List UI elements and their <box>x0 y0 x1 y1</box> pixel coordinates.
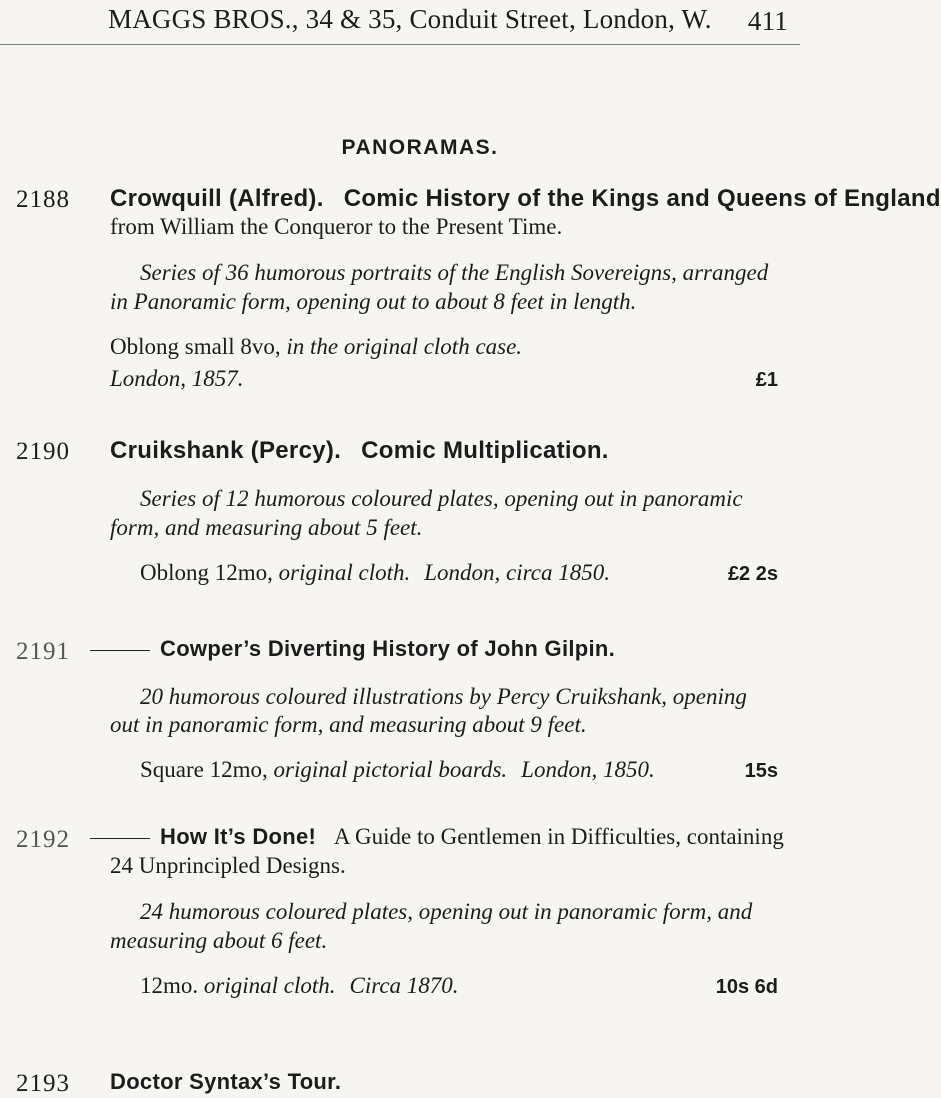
entry-number: 2192 <box>16 826 70 853</box>
entry-description: 24 humorous coloured plates, opening out in panoramic form, and <box>140 899 753 924</box>
entry-price: 15s <box>744 760 778 782</box>
entry-subtitle: A Guide to Gentlemen in Difficulties, containing <box>333 824 784 849</box>
entry-author: Crowquill (Alfred). <box>110 185 324 212</box>
entry-description: in Panoramic form, opening out to about 8 feet in length. <box>110 289 637 314</box>
entry-description: 20 humorous coloured illustrations by Percy Cruikshank, opening <box>140 684 747 709</box>
entry-description: Series of 12 humorous coloured plates, opening out in panoramic <box>140 486 743 511</box>
entry-subtitle-cont: 24 Unprincipled Designs. <box>110 853 346 878</box>
entry-description: form, and measuring about 5 feet. <box>110 515 423 540</box>
header-title: MAGGS BROS., 34 & 35, Conduit Street, London, W. <box>108 4 712 34</box>
entry-author: Cruikshank (Percy). <box>110 437 342 464</box>
entry-price: 10s 6d <box>715 976 778 998</box>
entry-format: Oblong small 8vo, in the original cloth case. <box>110 334 523 359</box>
entry-imprint: London, 1857. <box>110 366 244 391</box>
entry-description: out in panoramic form, and measuring about 9 feet. <box>110 712 587 737</box>
entry-format: Square 12mo, original pictorial boards. London, 1850. <box>140 757 655 782</box>
entry-description: measuring about 6 feet. <box>110 928 328 953</box>
entry-title: Comic History of the Kings and Queens of England <box>343 185 941 212</box>
entry-number: 2191 <box>16 638 70 665</box>
entry-number: 2188 <box>16 186 70 213</box>
entry-number: 2190 <box>16 438 70 465</box>
entry-title: Doctor Syntax’s Tour. <box>110 1069 342 1094</box>
entry-title-cont: from William the Conqueror to the Present Time. <box>110 214 563 239</box>
entry-title: Comic Multiplication. <box>361 437 609 464</box>
entry-title: Cowper’s Diverting History of John Gilpin. <box>160 636 616 661</box>
entry-price: £2 2s <box>727 563 778 585</box>
section-title: PANORAMAS. <box>341 136 499 159</box>
page-number: 411 <box>747 6 788 36</box>
entry-number: 2193 <box>16 1070 70 1097</box>
entry-format: 12mo. original cloth. Circa 1870. <box>140 973 459 998</box>
entry-format: Oblong 12mo, original cloth. London, circa 1850. <box>140 560 610 585</box>
entry-description: Series of 36 humorous portraits of the English Sovereigns, arranged <box>140 260 769 285</box>
entry-title: How It’s Done! <box>160 824 317 849</box>
entry-price: £1 <box>755 369 778 391</box>
